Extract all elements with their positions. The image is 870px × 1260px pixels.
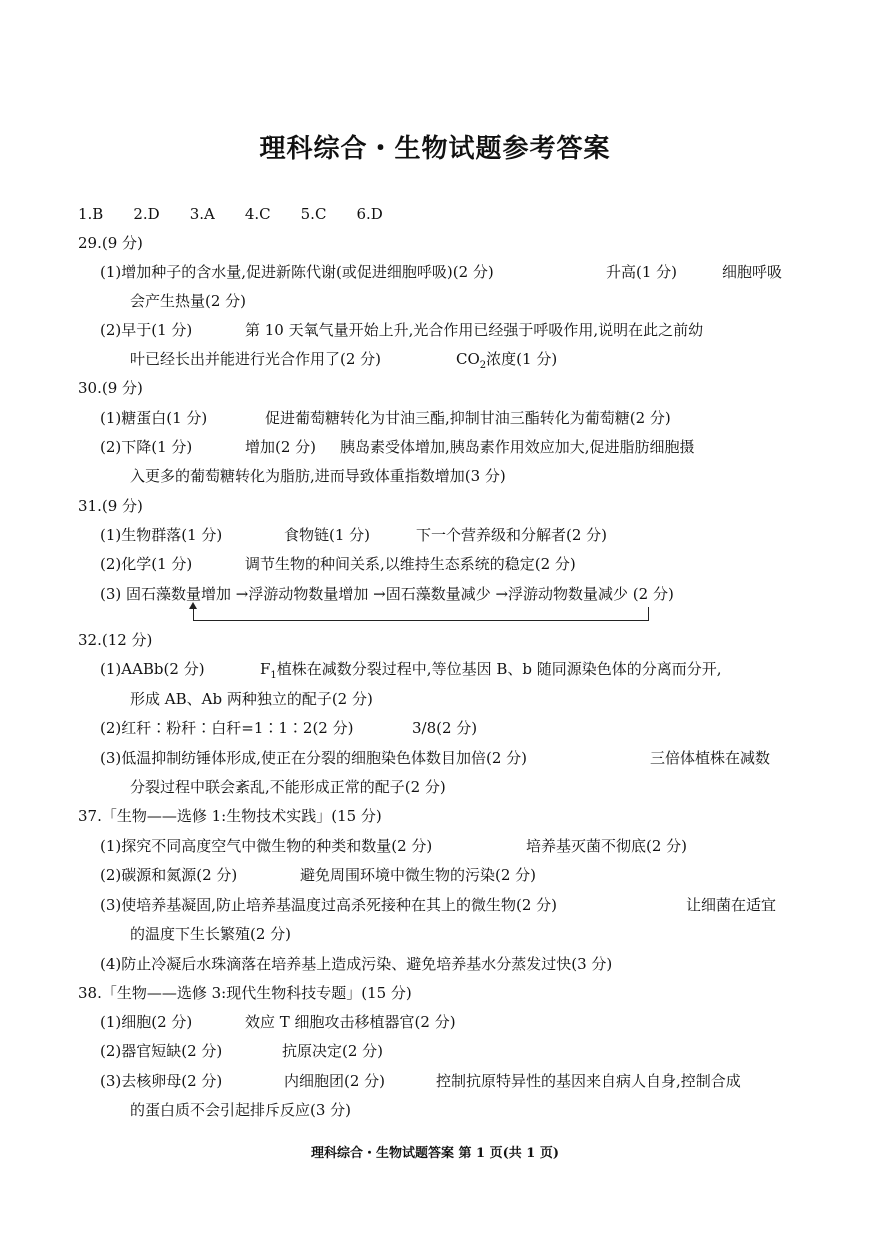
q30-answer-1b: 促进葡萄糖转化为甘油三酯,抑制甘油三酯转化为葡萄糖(2 分)	[265, 409, 671, 427]
q29-answer-1b: 升高(1 分)	[606, 263, 678, 281]
q32-answer-3b: 三倍体植株在减数	[650, 749, 771, 767]
q30-answer-2c: 胰岛素受体增加,胰岛素作用效应加大,促进脂肪细胞摄	[340, 438, 695, 456]
q37-answer-2: (2)碳源和氮源(2 分)	[100, 866, 238, 884]
q31-answer-1c: 下一个营养级和分解者(2 分)	[416, 526, 608, 544]
q31-answer-2: (2)化学(1 分)	[100, 555, 193, 573]
f1-text: F	[260, 660, 271, 678]
subscript: 1	[270, 670, 277, 681]
q31-answer-1: (1)生物群落(1 分)	[100, 526, 223, 544]
q32-heading: 32.(12 分)	[78, 631, 153, 649]
q29-heading: 29.(9 分)	[78, 234, 143, 252]
co2-text: CO	[456, 350, 480, 368]
mc-answers	[78, 204, 383, 224]
q30-heading: 30.(9 分)	[78, 379, 143, 397]
q38-answer-1: (1)细胞(2 分)	[100, 1013, 193, 1031]
q29-answer-2d	[456, 349, 557, 369]
q31-answer-2b: 调节生物的种间关系,以维持生态系统的稳定(2 分)	[245, 555, 576, 573]
subscript: 2	[479, 360, 487, 371]
q29-answer-1d: 会产生热量(2 分)	[130, 292, 247, 310]
q37-answer-3c: 的温度下生长繁殖(2 分)	[130, 925, 292, 943]
q38-answer-3c: 控制抗原特异性的基因来自病人自身,控制合成	[436, 1072, 741, 1090]
q30-answer-2b: 增加(2 分)	[245, 438, 317, 456]
q30-answer-2: (2)下降(1 分)	[100, 438, 193, 456]
q32-answer-3c: 分裂过程中联会紊乱,不能形成正常的配子(2 分)	[130, 778, 446, 796]
q38-answer-2b: 抗原决定(2 分)	[282, 1042, 384, 1060]
q31-answer-1b: 食物链(1 分)	[284, 526, 371, 544]
q38-answer-1b: 效应 T 细胞攻击移植器官(2 分)	[245, 1013, 456, 1031]
q37-answer-4: (4)防止冷凝后水珠滴落在培养基上造成污染、避免培养基水分蒸发过快(3 分)	[100, 955, 613, 973]
mc-answer: 1.B	[78, 205, 104, 223]
feedback-loop-line	[193, 607, 649, 621]
q38-answer-3b: 内细胞团(2 分)	[284, 1072, 386, 1090]
q38-answer-3d: 的蛋白质不会引起排斥反应(3 分)	[130, 1101, 352, 1119]
mc-answer: 4.C	[244, 205, 271, 223]
q37-answer-1b: 培养基灭菌不彻底(2 分)	[526, 837, 688, 855]
q32-answer-1b	[260, 659, 722, 679]
q30-answer-1: (1)糖蛋白(1 分)	[100, 409, 208, 427]
q37-answer-2b: 避免周围环境中微生物的污染(2 分)	[300, 866, 537, 884]
mc-answer: 5.C	[300, 205, 327, 223]
q29-answer-1	[100, 262, 494, 282]
q30-answer-2d: 入更多的葡萄糖转化为脂肪,进而导致体重指数增加(3 分)	[130, 467, 506, 485]
q32-answer-1c: 形成 AB、Ab 两种独立的配子(2 分)	[130, 690, 373, 708]
q29-answer-2b: 第 10 天氧气量开始上升,光合作用已经强于呼吸作用,说明在此之前幼	[245, 321, 704, 339]
q29-answer-1c: 细胞呼吸	[722, 263, 783, 281]
q32-answer-1: (1)AABb(2 分)	[100, 660, 205, 678]
q37-heading: 37.「生物——选修 1:生物技术实践」(15 分)	[78, 807, 382, 825]
q37-answer-3: (3)使培养基凝固,防止培养基温度过高杀死接种在其上的微生物(2 分)	[100, 896, 558, 914]
q29-answer-2c: 叶已经长出并能进行光合作用了(2 分)	[130, 350, 382, 368]
q31-answer-3: (3) 固石藻数量增加 →浮游动物数量增加 →固石藻数量减少 →浮游动物数量减少 (2 分)	[100, 585, 674, 603]
mc-answer: 2.D	[133, 205, 160, 223]
page-footer: 理科综合・生物试题答案 第 1 页(共 1 页)	[310, 1146, 560, 1161]
q31-heading: 31.(9 分)	[78, 497, 143, 515]
q29-answer-2: (2)早于(1 分)	[100, 321, 193, 339]
q38-answer-3: (3)去核卵母(2 分)	[100, 1072, 223, 1090]
answer-text: (1)增加种子的含水量,促进新陈代谢(或促进细胞呼吸)(2 分)	[100, 263, 494, 281]
answer-text: 植株在减数分裂过程中,等位基因 B、b 随同源染色体的分离而分开,	[276, 660, 722, 678]
q38-answer-2: (2)器官短缺(2 分)	[100, 1042, 223, 1060]
q37-answer-3b: 让细菌在适宜	[686, 896, 777, 914]
q32-answer-3: (3)低温抑制纺锤体形成,使正在分裂的细胞染色体数目加倍(2 分)	[100, 749, 528, 767]
q32-answer-2: (2)红秆∶粉秆∶白秆=1∶1∶2(2 分)	[100, 719, 354, 737]
mc-answer: 3.A	[189, 205, 215, 223]
page-title: 理科综合・生物试题参考答案	[259, 134, 611, 164]
q32-answer-2b: 3/8(2 分)	[412, 719, 478, 737]
mc-answer: 6.D	[356, 205, 383, 223]
q38-heading: 38.「生物——选修 3:现代生物科技专题」(15 分)	[78, 984, 412, 1002]
feedback-arrow-icon	[189, 602, 197, 609]
q37-answer-1: (1)探究不同高度空气中微生物的种类和数量(2 分)	[100, 837, 433, 855]
answer-text: 浓度(1 分)	[486, 350, 558, 368]
